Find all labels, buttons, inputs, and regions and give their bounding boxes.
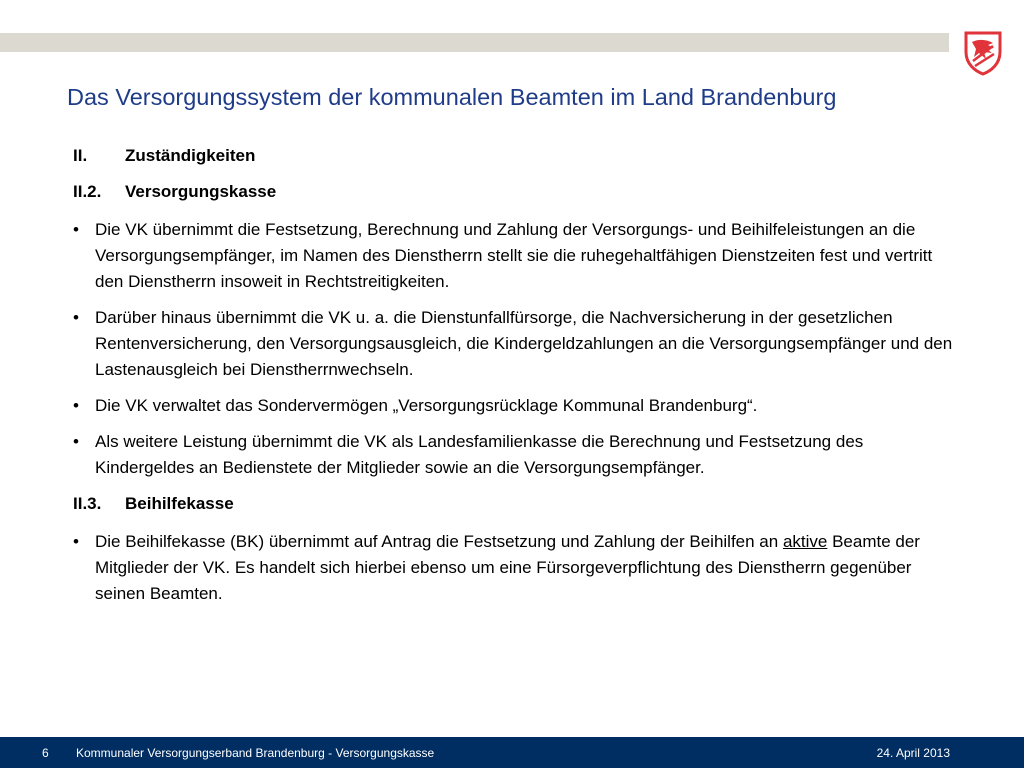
section-label: Beihilfekasse [125,494,234,513]
section-heading-zustaendigkeiten [73,143,963,169]
bullet-text: Als weitere Leistung übernimmt die VK als Landesfamilienkasse die Berechnung und Festsetzung des Kindergeldes an Bedienstete der Mitglieder sowie an die Versorgungsempfänger. [95,432,864,477]
bullet-text-part: Beamte der Mitglieder der VK. Es handelt sich hierbei ebenso um eine Fürsorgeverpflichtung des Dienstherrn gegenüber seinen Beamten. [95,532,920,603]
section-number: II. [73,146,88,165]
section-label: Versorgungskasse [125,182,277,201]
bullet-item [73,393,963,419]
section-number: II.2. [73,182,102,201]
section-heading-beihilfekasse [73,491,963,517]
footer-date: 24. April 2013 [876,746,950,760]
bullet-item [73,217,963,295]
bullet-item [73,305,963,383]
top-decor-bar [0,33,949,52]
bullet-text: Die VK übernimmt die Festsetzung, Berechnung und Zahlung der Versorgungs- und Beihilfeleistungen an die Versorgungsempfänger, im Namen des Dienstherrn stellt sie die ruhegehaltfähigen Dienstzeiten fest und vertritt den Dienstherrn insoweit in Rechtstreitigkeiten. [95,220,933,291]
underlined-word: aktive [782,532,828,551]
slide-content [73,143,963,617]
bullet-icon: • [73,396,79,415]
section-number: II.3. [73,494,102,513]
footer-organization: Kommunaler Versorgungserband Brandenburg - Versorgungskasse [76,746,435,760]
bullet-icon: • [73,432,79,451]
bullet-text: Darüber hinaus übernimmt die VK u. a. die Dienstunfallfürsorge, die Nachversicherung in der gesetzlichen Rentenversicherung, den Versorgungsausgleich, die Kindergeldzahlungen an die Versorgungsempfänger und den Lastenausgleich bei Dienstherrnwechseln. [95,308,953,379]
bullet-item [73,529,963,607]
bullet-icon: • [73,308,79,327]
page-number: 6 [42,746,49,760]
bullet-text: Die VK verwaltet das Sondervermögen „Versorgungsrücklage Kommunal Brandenburg“. [95,396,758,415]
slide-title: Das Versorgungssystem der kommunalen Beamten im Land Brandenburg [67,84,837,110]
footer-bar [0,737,1024,768]
bullet-icon: • [73,220,79,239]
section-label: Zuständigkeiten [125,146,256,165]
bullet-icon: • [73,532,79,551]
bullet-item [73,429,963,481]
eagle-shield-icon [962,30,1004,76]
bullet-text-part: Die Beihilfekasse (BK) übernimmt auf Antrag die Festsetzung und Zahlung der Beihilfen an [95,532,783,551]
section-heading-versorgungskasse [73,179,963,205]
